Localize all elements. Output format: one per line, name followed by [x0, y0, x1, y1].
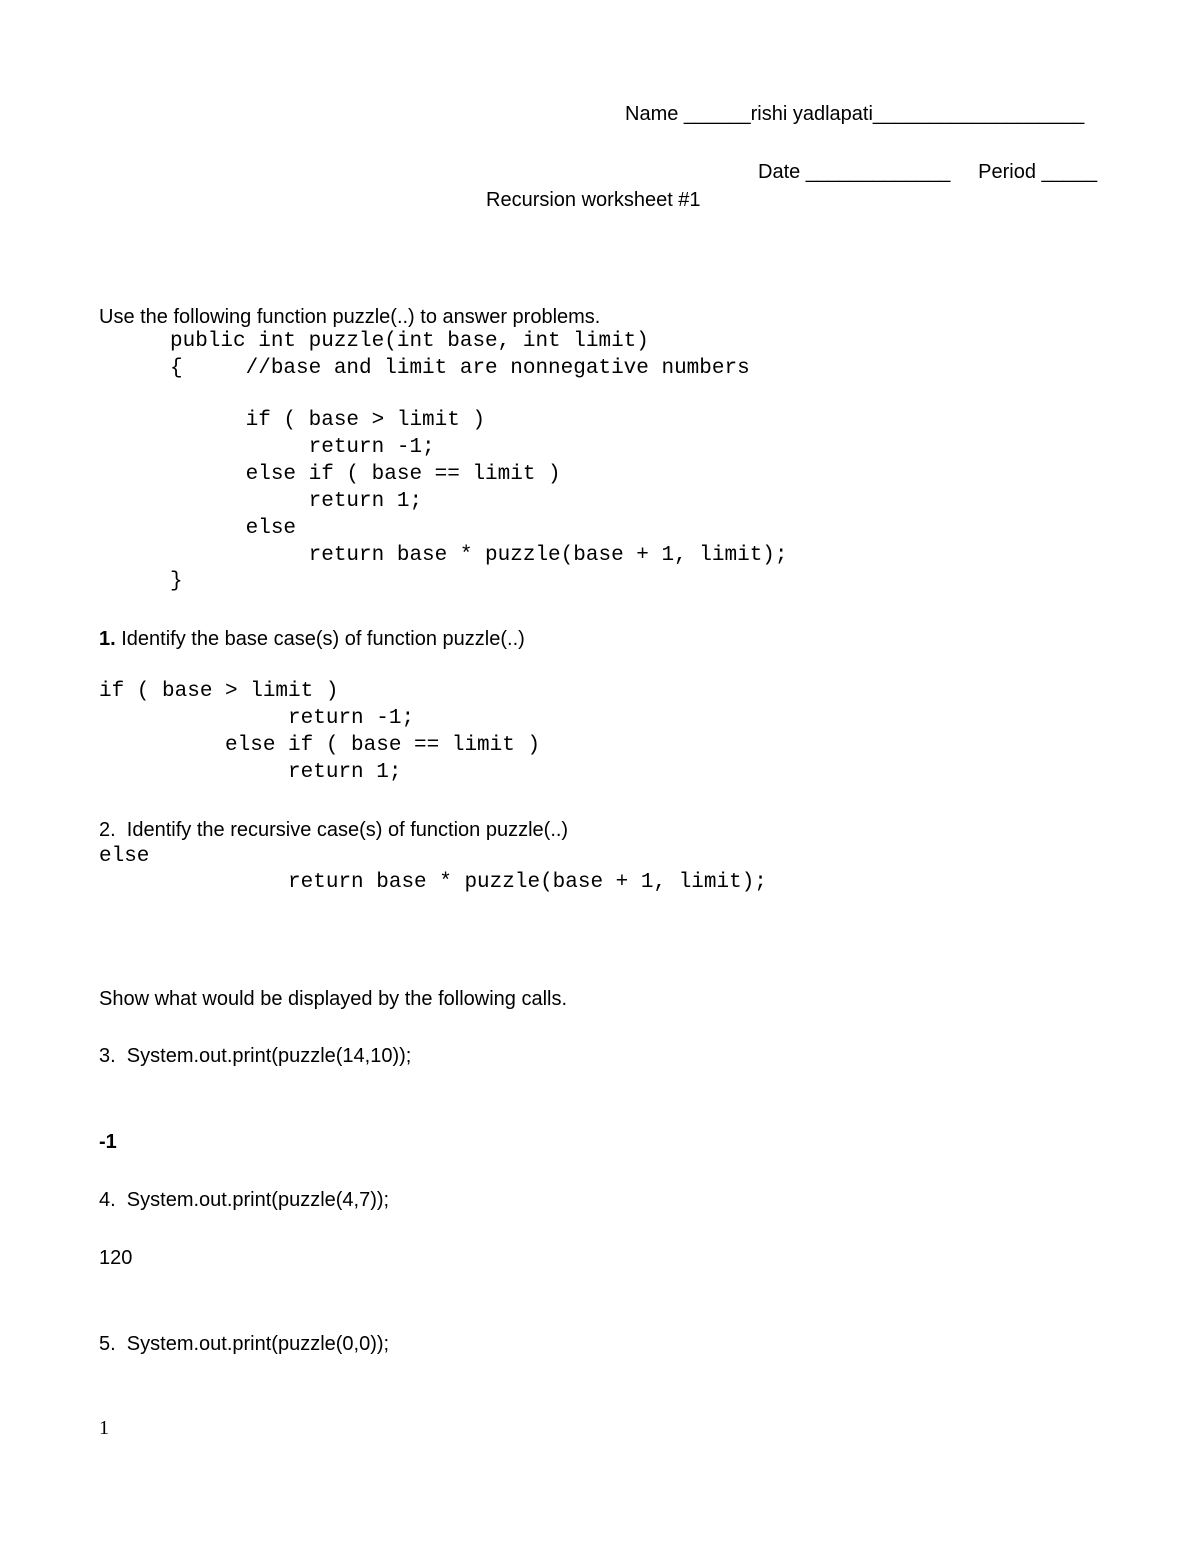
code-line: else if ( base == limit )	[170, 463, 561, 486]
answer-1-line: return 1;	[99, 761, 402, 784]
question-5: 5. System.out.print(puzzle(0,0));	[99, 1333, 390, 1355]
answer-2-line: else	[99, 845, 150, 868]
intro-text: Use the following function puzzle(..) to answer problems.	[99, 306, 601, 328]
section-heading: Show what would be displayed by the following calls.	[99, 988, 568, 1010]
answer-2-line: return base * puzzle(base + 1, limit);	[99, 871, 767, 894]
code-line: return base * puzzle(base + 1, limit);	[170, 544, 788, 567]
question-1	[99, 627, 525, 651]
answer-4: 120	[99, 1247, 133, 1269]
answer-5: 1	[99, 1417, 109, 1439]
answer-1-line: return -1;	[99, 707, 415, 730]
name-line: Name ______rishi yadlapati___________________	[625, 103, 1085, 125]
date-period-line: Date _____________ Period _____	[758, 161, 1098, 183]
worksheet-title: Recursion worksheet #1	[486, 189, 701, 211]
answer-1-line: else if ( base == limit )	[99, 734, 541, 757]
answer-3: -1	[99, 1131, 117, 1153]
question-1-number: 1.	[99, 628, 116, 650]
code-line: return -1;	[170, 436, 435, 459]
code-line: if ( base > limit )	[170, 409, 486, 432]
code-line: else	[170, 517, 297, 540]
code-line: { //base and limit are nonnegative numbers	[170, 357, 750, 380]
code-line: public int puzzle(int base, int limit)	[170, 330, 649, 353]
question-2: 2. Identify the recursive case(s) of function puzzle(..)	[99, 819, 569, 841]
question-1-prompt: Identify the base case(s) of function puzzle(..)	[115, 628, 525, 650]
code-line: return 1;	[170, 490, 423, 513]
answer-1-line: if ( base > limit )	[99, 680, 339, 703]
question-3: 3. System.out.print(puzzle(14,10));	[99, 1045, 412, 1067]
code-line: }	[170, 570, 183, 593]
question-4: 4. System.out.print(puzzle(4,7));	[99, 1189, 390, 1211]
